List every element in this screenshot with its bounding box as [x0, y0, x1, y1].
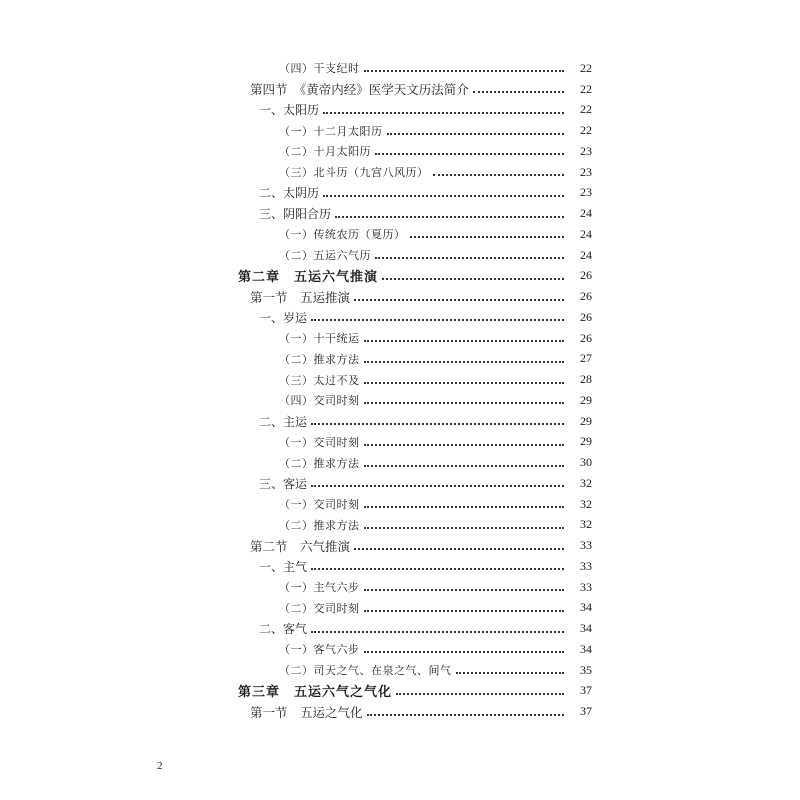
- toc-entry-page: 37: [580, 704, 592, 719]
- dot-leader: [410, 236, 565, 238]
- toc-entry-label: 一、主气: [259, 559, 308, 574]
- dot-leader: [396, 693, 564, 695]
- dot-leader: [354, 299, 564, 301]
- toc-entry[interactable]: [0, 701, 800, 722]
- toc-entry-page: 22: [580, 81, 592, 96]
- toc-entry-label: 三、阴阳合历: [259, 207, 332, 222]
- toc-chapter-entry[interactable]: [0, 266, 800, 287]
- dot-leader: [364, 610, 565, 612]
- toc-entry-page: 22: [580, 60, 592, 75]
- dot-leader: [364, 527, 565, 529]
- toc-entry-label: （一）主气六步: [279, 581, 360, 595]
- toc-entry-page: 26: [580, 309, 592, 324]
- toc-entry-page: 22: [580, 102, 592, 117]
- toc-entry[interactable]: [0, 120, 800, 141]
- toc-entry-label: （三）太过不及: [279, 373, 360, 387]
- toc-entry-page: 33: [580, 579, 592, 594]
- toc-entry[interactable]: [0, 432, 800, 453]
- dot-leader: [364, 506, 565, 508]
- toc-entry-page: 37: [580, 683, 592, 698]
- toc-entry[interactable]: [0, 515, 800, 536]
- toc-entry-page: 26: [580, 289, 592, 304]
- toc-entry-label: （一）交司时刻: [279, 435, 360, 449]
- toc-entry-label: （三）北斗历（九宫八风历）: [279, 166, 429, 180]
- dot-leader: [323, 195, 564, 197]
- toc-entry[interactable]: [0, 141, 800, 162]
- toc-entry-label: 一、岁运: [259, 310, 308, 325]
- dot-leader: [311, 319, 564, 321]
- dot-leader: [382, 278, 564, 280]
- page-number: 2: [157, 760, 163, 772]
- toc-entry-page: 32: [580, 517, 592, 532]
- toc-entry-label: （二）推求方法: [279, 456, 360, 470]
- toc-entry-page: 32: [580, 475, 592, 490]
- toc-entry[interactable]: [0, 494, 800, 515]
- dot-leader: [311, 631, 564, 633]
- toc-entry-page: 35: [580, 662, 592, 677]
- toc-entry[interactable]: [0, 79, 800, 100]
- dot-leader: [323, 112, 564, 114]
- toc-entry[interactable]: [0, 203, 800, 224]
- toc-entry-label: （二）五运六气历: [279, 249, 371, 263]
- toc-entry[interactable]: [0, 411, 800, 432]
- dot-leader: [311, 485, 564, 487]
- dot-leader: [364, 651, 565, 653]
- toc-entry[interactable]: [0, 286, 800, 307]
- dot-leader: [364, 340, 565, 342]
- toc-entry-page: 32: [580, 496, 592, 511]
- toc-entry[interactable]: [0, 535, 800, 556]
- toc-entry-page: 27: [580, 351, 592, 366]
- dot-leader: [311, 568, 564, 570]
- toc-entry-page: 22: [580, 123, 592, 138]
- toc-entry-label: 第二章 五运六气推演: [238, 270, 379, 286]
- toc-entry[interactable]: [0, 473, 800, 494]
- dot-leader: [375, 153, 564, 155]
- toc-entry-page: 28: [580, 372, 592, 387]
- dot-leader: [364, 465, 565, 467]
- toc-entry[interactable]: [0, 639, 800, 660]
- toc-entry[interactable]: [0, 556, 800, 577]
- dot-leader: [364, 444, 565, 446]
- toc-entry[interactable]: [0, 390, 800, 411]
- table-of-contents: [0, 58, 800, 722]
- toc-entry-label: （二）推求方法: [279, 352, 360, 366]
- toc-entry-label: （一）十二月太阳历: [279, 124, 383, 138]
- toc-entry[interactable]: [0, 183, 800, 204]
- toc-entry-label: （四）交司时刻: [279, 394, 360, 408]
- toc-entry-page: 29: [580, 413, 592, 428]
- toc-entry-label: 二、客气: [259, 622, 308, 637]
- toc-entry-label: （二）十月太阳历: [279, 145, 371, 159]
- dot-leader: [364, 382, 565, 384]
- dot-leader: [364, 402, 565, 404]
- toc-entry[interactable]: [0, 660, 800, 681]
- dot-leader: [354, 548, 564, 550]
- toc-entry-label: 一、太阳历: [259, 103, 320, 118]
- toc-entry-page: 23: [580, 143, 592, 158]
- toc-chapter-entry[interactable]: [0, 681, 800, 702]
- dot-leader: [364, 589, 565, 591]
- toc-entry[interactable]: [0, 245, 800, 266]
- dot-leader: [367, 714, 564, 716]
- toc-entry-page: 26: [580, 268, 592, 283]
- dot-leader: [335, 216, 564, 218]
- toc-entry-page: 30: [580, 455, 592, 470]
- toc-entry-page: 26: [580, 330, 592, 345]
- toc-entry[interactable]: [0, 369, 800, 390]
- toc-entry[interactable]: [0, 618, 800, 639]
- toc-entry-label: （一）交司时刻: [279, 498, 360, 512]
- dot-leader: [364, 70, 565, 72]
- toc-entry[interactable]: [0, 328, 800, 349]
- toc-entry[interactable]: [0, 577, 800, 598]
- toc-entry-page: 33: [580, 558, 592, 573]
- toc-entry[interactable]: [0, 452, 800, 473]
- toc-entry-page: 34: [580, 641, 592, 656]
- dot-leader: [364, 361, 565, 363]
- toc-entry-label: 三、客运: [259, 476, 308, 491]
- toc-entry-label: （一）客气六步: [279, 643, 360, 657]
- dot-leader: [311, 423, 564, 425]
- toc-entry-label: （二）交司时刻: [279, 601, 360, 615]
- toc-entry-label: 第二节 六气推演: [250, 538, 351, 554]
- toc-entry-label: 第一节 五运之气化: [250, 704, 363, 720]
- toc-entry-page: 33: [580, 538, 592, 553]
- toc-entry-page: 34: [580, 600, 592, 615]
- toc-entry[interactable]: [0, 58, 800, 79]
- toc-entry-label: （一）十干统运: [279, 332, 360, 346]
- toc-entry[interactable]: [0, 307, 800, 328]
- toc-entry-label: 第三章 五运六气之气化: [238, 685, 393, 701]
- dot-leader: [387, 133, 565, 135]
- toc-entry-label: 二、主运: [259, 414, 308, 429]
- toc-entry[interactable]: [0, 162, 800, 183]
- dot-leader: [433, 174, 565, 176]
- dot-leader: [375, 257, 564, 259]
- toc-entry-label: 第一节 五运推演: [250, 289, 351, 305]
- toc-entry-page: 34: [580, 621, 592, 636]
- toc-entry-label: 二、太阴历: [259, 186, 320, 201]
- toc-entry-label: （二）司天之气、在泉之气、间气: [279, 664, 452, 678]
- toc-entry-page: 24: [580, 226, 592, 241]
- toc-entry-page: 24: [580, 206, 592, 221]
- toc-entry[interactable]: [0, 598, 800, 619]
- toc-entry-label: （四）干支纪时: [279, 62, 360, 76]
- toc-entry-page: 29: [580, 392, 592, 407]
- toc-entry-label: （二）推求方法: [279, 518, 360, 532]
- toc-entry-page: 23: [580, 164, 592, 179]
- toc-entry[interactable]: [0, 349, 800, 370]
- toc-entry-page: 29: [580, 434, 592, 449]
- toc-entry-page: 24: [580, 247, 592, 262]
- toc-entry[interactable]: [0, 224, 800, 245]
- toc-entry-page: 23: [580, 185, 592, 200]
- toc-entry-label: （一）传统农历（夏历）: [279, 228, 406, 242]
- dot-leader: [456, 672, 565, 674]
- toc-entry[interactable]: [0, 100, 800, 121]
- dot-leader: [473, 91, 564, 93]
- toc-entry-label: 第四节 《黄帝内经》医学天文历法简介: [250, 82, 469, 98]
